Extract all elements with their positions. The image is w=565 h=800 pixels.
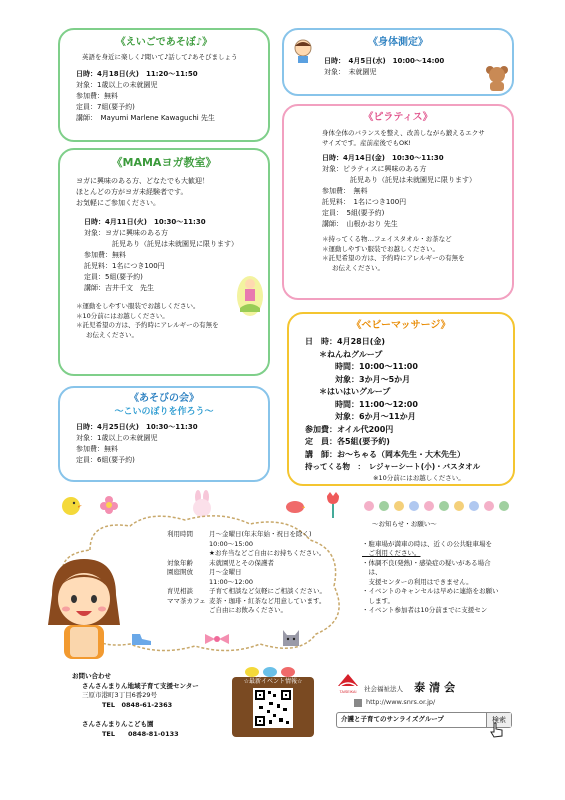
contact-nursery: さんさんまりんこども園: [82, 720, 154, 728]
info-row: [167, 540, 326, 550]
yoga-intro: ほとんどの方がヨガ未経験者です。: [76, 188, 188, 196]
yoga-line: 定員：5組(要予約): [84, 273, 143, 281]
yoga-note: ＊10分前にはお越しください。: [76, 311, 169, 320]
search-text: 介護と子育てのサンライズグループ: [341, 715, 444, 724]
notice-section: [362, 520, 522, 616]
search-bar[interactable]: [336, 712, 512, 728]
yoga-line: 日時：4月11日(火) 10:30～11:30: [84, 218, 206, 226]
qr-code[interactable]: [253, 688, 293, 728]
yoga-note: お伝えください。: [86, 330, 138, 339]
girl-illustration: [42, 555, 126, 659]
body-measure-line: 日時： 4月5日(水) 10:00～14:00: [324, 57, 445, 65]
org-name: 泰清会: [414, 681, 460, 694]
cursor-hand-icon: [490, 722, 504, 738]
yoga-line: 託児料：1名につき100円: [84, 262, 165, 270]
baby-massage-line: 定 員：各5組(要予約): [305, 437, 390, 446]
pilates-line: 日時：4月14日(金) 10:30～11:30: [322, 154, 444, 162]
qr-board: [232, 665, 314, 737]
pilates-line: 託児料： 1名につき100円: [322, 198, 407, 206]
contact-tel: TEL 0848-61-2363: [102, 700, 173, 709]
play-event-box: [58, 386, 270, 482]
info-label: 園庭開放: [167, 568, 193, 576]
cat-icon: [280, 628, 302, 648]
info-label: 対象年齢: [167, 558, 193, 567]
info-row: [167, 559, 326, 569]
baby-massage-line: ＊ねんねグループ: [319, 349, 383, 359]
pilates-intro: 身体全体のバランスを整え、改善しながら鍛えるエクサ: [322, 129, 485, 137]
pilates-note: ＊託児希望の方は、予約時にアレルギーの有無を: [322, 254, 465, 262]
search-button[interactable]: 検索: [486, 713, 511, 727]
decorative-icon-strip: [362, 498, 512, 512]
info-label: [167, 540, 209, 550]
info-value: ご自由にお飲みください。: [209, 606, 287, 614]
notice-item: ご利用ください。: [362, 549, 421, 557]
pilates-note: ＊運動しやすい服装でお越しください。: [322, 244, 439, 253]
yoga-line: 託児あり（託児は未就園児に限ります）: [112, 240, 238, 248]
decorative-bottom-row: [130, 628, 340, 650]
play-line: 定員：6組(要予約): [76, 456, 135, 464]
info-row: [167, 606, 326, 616]
yoga-intro: ヨガに興味のある方、どなたでも大歓迎！: [76, 177, 209, 185]
english-line: 日時：4月18日(火) 11:20～11:50: [76, 69, 198, 78]
baby-massage-line: 参加費：オイル代200円: [305, 424, 394, 434]
ribbon-icon: [205, 632, 229, 646]
baby-massage-line: 持ってくる物 ： レジャーシート(小)・バスタオル: [305, 462, 481, 471]
org-url[interactable]: http://www.snrs.or.jp/: [366, 698, 436, 706]
yoga-note: ＊運動をしやすい服装でお越しください。: [76, 302, 200, 310]
notice-title: ～お知らせ・お願い～: [372, 520, 437, 528]
notice-item: します。: [362, 596, 394, 605]
info-value: 11:00～12:00: [209, 577, 253, 586]
baby-massage-line: 時間：10:00～11:00: [335, 362, 418, 371]
contact-section: [64, 672, 199, 739]
yoga-line: 参加費：無料: [84, 251, 126, 259]
english-line: 定員：7組(要予約): [76, 102, 135, 111]
contact-address: 三原市港町3丁目6番29号: [82, 691, 158, 699]
contact-tel: TEL 0848-81-0133: [102, 729, 179, 738]
english-line: 対象：1歳以上の未就園児: [76, 80, 158, 89]
info-row: [167, 549, 326, 559]
baby-massage-title: 《ベビーマッサージ》: [351, 320, 451, 331]
notice-item: ・駐車場が満車の時は、近くの公共駐車場を: [362, 539, 492, 548]
qr-label: ☆最新イベント情報☆: [243, 678, 303, 685]
play-subtitle: ～こいのぼりを作ろう～: [114, 407, 214, 417]
pilates-box: [282, 104, 514, 300]
yoga-intro: お気軽にご参加ください。: [76, 199, 160, 207]
flower-pattern-icon: [362, 499, 512, 513]
info-label: 育児相談: [167, 587, 193, 595]
qr-frame: [232, 677, 314, 737]
info-label: [167, 578, 209, 588]
info-value: 月～金曜日(年末年始・祝日を除く): [209, 530, 312, 538]
info-value: ★お弁当などご自由にお持ちください。: [209, 549, 326, 557]
home-icon: [354, 699, 362, 707]
notice-item: ・イベントのキャンセルは早めに連絡をお願い: [362, 587, 499, 595]
pilates-line: 対象：ピラティスに興味のある方: [322, 165, 427, 173]
child-measuring-icon: [290, 38, 316, 64]
pilates-note: ＊持ってくる物…フェイスタオル・お茶など: [322, 235, 452, 243]
yoga-line: 講師：吉井千文 先生: [84, 284, 154, 292]
body-measure-box: [282, 28, 514, 96]
info-value: 子育て相談など気軽にご相談ください。: [209, 587, 326, 595]
yoga-line: 対象：ヨガに興味のある方: [84, 229, 168, 237]
info-row: [167, 530, 326, 540]
play-line: 対象：1歳以上の未就園児: [76, 434, 158, 442]
bear-icon: [484, 64, 510, 92]
notice-item: ・体調不良(発熱)・感染症の疑いがある場合: [362, 558, 491, 567]
play-title: 《あそびの会》: [129, 393, 199, 404]
english-title: 《えいごであそぼ♪》: [115, 37, 213, 48]
english-line: 参加費：無料: [76, 91, 118, 100]
english-line: 講師： Mayumi Marlene Kawaguchi 先生: [76, 113, 215, 122]
pilates-title: 《ピラティス》: [363, 112, 433, 123]
contact-center: さんさんまりん地域子育て支援センター: [82, 681, 199, 690]
pilates-note: お伝えください。: [332, 263, 384, 272]
info-label: [167, 549, 209, 559]
english-intro: 英語を身近に楽しく♪聞いて♪話して♪あそびましょう: [82, 53, 238, 61]
yoga-title: 《MAMAヨガ教室》: [111, 156, 217, 169]
baby-massage-line: 時間：11:00～12:00: [335, 399, 418, 409]
yoga-box: [58, 148, 270, 376]
info-row: [167, 568, 326, 578]
info-table: [167, 530, 326, 616]
baby-massage-line: 日 時：4月28日(金): [305, 337, 386, 346]
yoga-note: ＊託児希望の方は、予約時にアレルギーの有無を: [76, 321, 219, 329]
info-value: 月～金曜日: [209, 568, 242, 576]
notice-item: 支援センターの利用はできません。: [362, 577, 473, 586]
baby-massage-line: 講 師：お～ちゃる（岡本先生・大木先生）: [305, 449, 465, 459]
english-event-box: [58, 28, 270, 142]
info-row: [167, 578, 326, 588]
info-value: 10:00～15:00: [209, 539, 253, 548]
info-label: 利用時間: [167, 530, 193, 538]
baby-massage-line: 対象：3か月～5か月: [335, 374, 411, 384]
notice-item: は、: [362, 568, 382, 576]
info-value: 麦茶・珈琲・紅茶など用意しています。: [209, 596, 326, 605]
info-label: ママ茶カフェ: [167, 596, 206, 605]
play-line: 日時：4月25日(火) 10:30～11:30: [76, 423, 198, 431]
baby-massage-line: 対象：6か月～11か月: [335, 412, 416, 421]
play-line: 参加費：無料: [76, 445, 118, 453]
info-row: [167, 597, 326, 607]
pilates-line: 参加費： 無料: [322, 187, 368, 195]
yoga-pose-icon: [236, 274, 264, 318]
pilates-line: 定員： 5組(要予約): [322, 209, 385, 217]
bird-icon: [244, 665, 302, 677]
pilates-line: 講師： 山根かおり 先生: [322, 220, 398, 228]
logo-text: TAISEIKAI: [339, 690, 357, 694]
org-type: 社会福祉法人: [364, 685, 403, 693]
body-measure-line: 対象： 未就園児: [324, 68, 377, 76]
contact-heading: お問い合わせ: [72, 672, 111, 680]
info-value: 未就園児とその保護者: [209, 558, 274, 567]
shoe-icon: [130, 632, 152, 646]
notice-item: ・イベント参加者は10分前までに支援セン: [362, 606, 488, 614]
pilates-line: 託児あり（託児は未就園児に限ります）: [350, 176, 476, 184]
info-row: [167, 587, 326, 597]
baby-massage-box: [287, 312, 515, 486]
baby-massage-note: ※10分前にはお越しください。: [373, 473, 465, 482]
info-label: [167, 606, 209, 616]
taiseikai-logo: [336, 672, 360, 694]
body-measure-title: 《身体測定》: [368, 37, 428, 48]
pilates-intro: サイズです。産前産後でもOK!: [322, 138, 411, 147]
baby-massage-line: ＊はいはいグループ: [319, 387, 391, 396]
